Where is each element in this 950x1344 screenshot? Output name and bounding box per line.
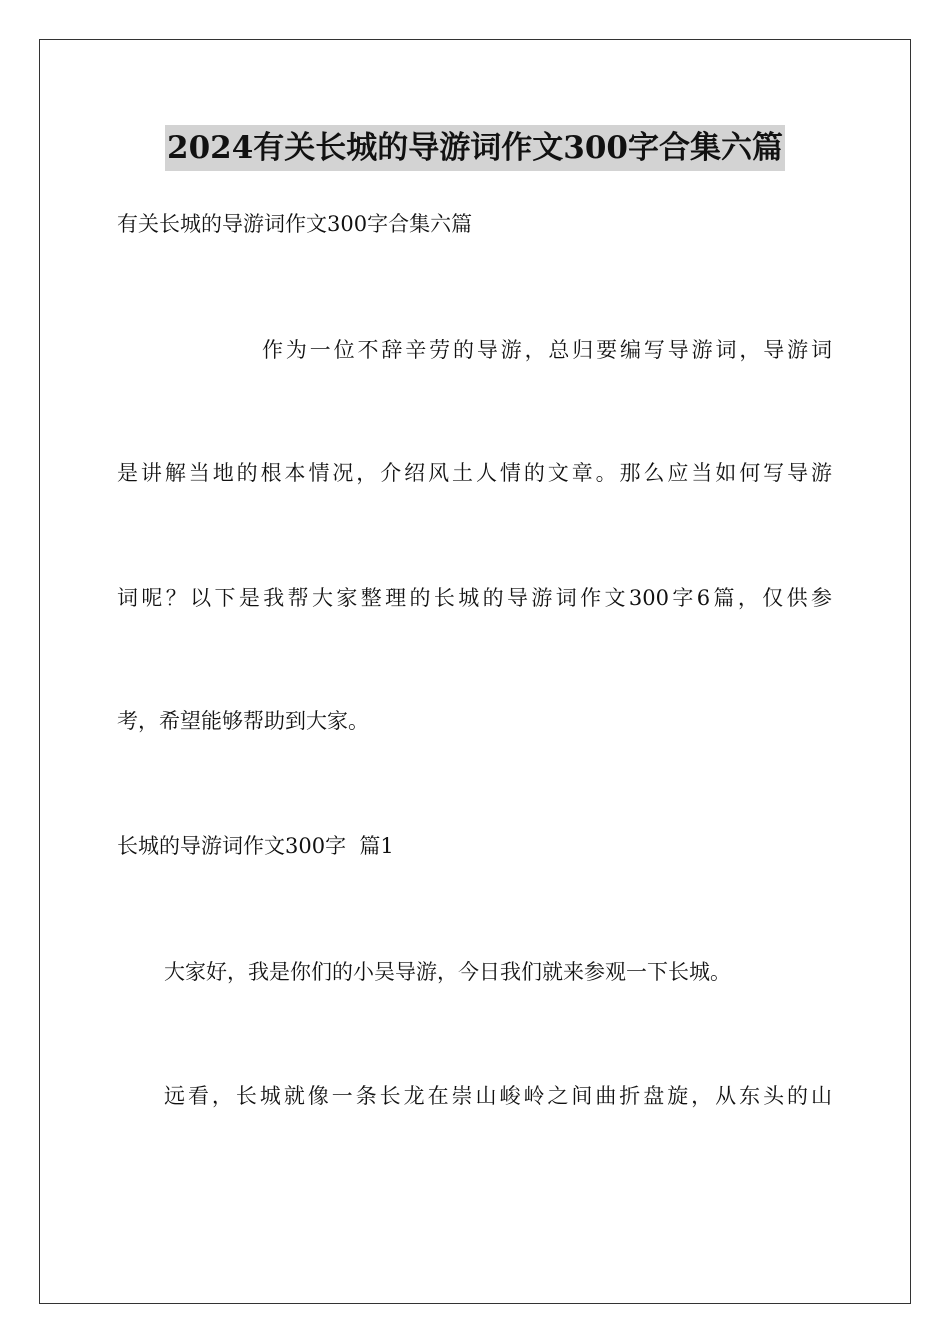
intro-line-2: 是讲解当地的根本情况，介绍风土人情的文章。那么应当如何写导游: [117, 461, 832, 485]
body-line-2: 远看，长城就像一条长龙在崇山峻岭之间曲折盘旋，从东头的山: [164, 1084, 832, 1108]
intro-line-1: 作为一位不辞辛劳的导游，总归要编写导游词，导游词: [262, 338, 832, 362]
section-heading: 长城的导游词作文300字 篇1: [117, 834, 394, 858]
title-container: [0, 125, 950, 171]
intro-line-3: 词呢？以下是我帮大家整理的长城的导游词作文300字6篇，仅供参: [117, 586, 832, 610]
intro-line-4: 考，希望能够帮助到大家。: [117, 709, 369, 733]
document-subtitle: 有关长城的导游词作文300字合集六篇: [117, 212, 473, 236]
body-line-1: 大家好，我是你们的小吴导游，今日我们就来参观一下长城。: [164, 960, 731, 984]
document-title: 2024有关长城的导游词作文300字合集六篇: [165, 125, 785, 171]
